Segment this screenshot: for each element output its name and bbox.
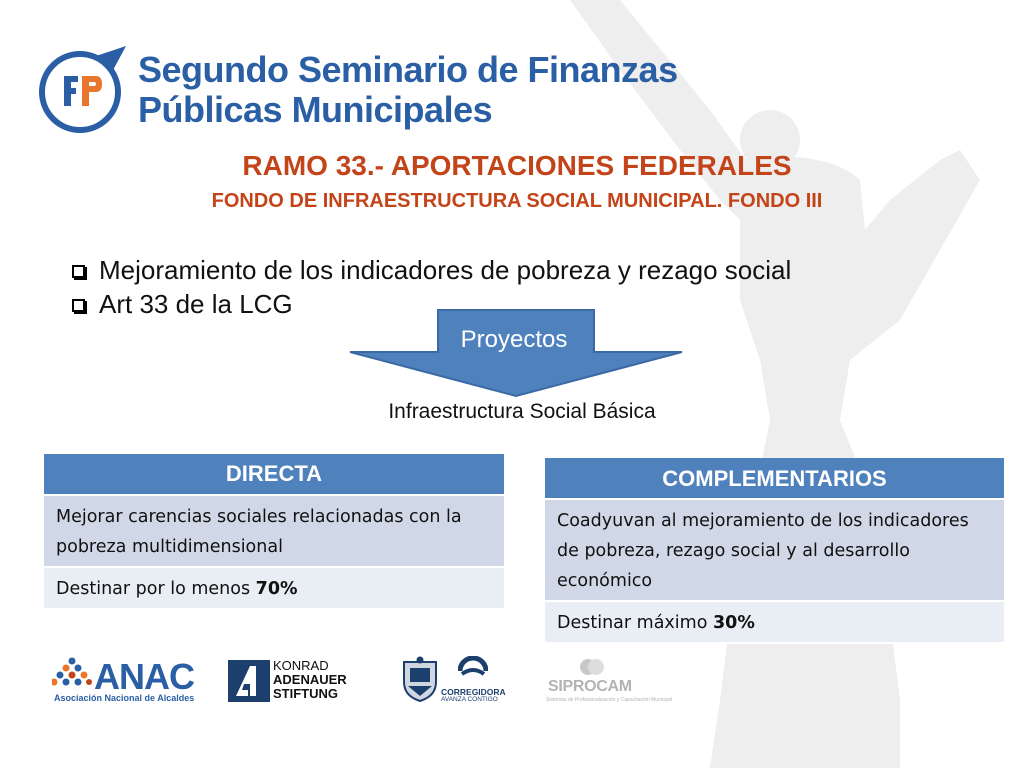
bullet-item xyxy=(72,254,791,286)
ramo-title: RAMO 33.- APORTACIONES FEDERALES xyxy=(242,150,792,181)
header-title-line1: Segundo Seminario de Finanzas xyxy=(138,49,678,90)
header-title-line2: Públicas Municipales xyxy=(138,89,493,130)
directa-table xyxy=(44,454,504,610)
complementarios-table xyxy=(545,458,1004,644)
anac-name: ANAC xyxy=(94,656,194,697)
corregidora-logo-icon xyxy=(458,656,488,686)
ramo-subtitle: FONDO DE INFRAESTRUCTURA SOCIAL MUNICIPAL. FONDO III xyxy=(211,190,823,212)
anac-subtitle: Asociación Nacional de Alcaldes xyxy=(54,693,195,703)
siprocam-subtitle: Sistemas de Profesionalización y Capacitación Municipal xyxy=(546,697,673,703)
siprocam-logo-icon xyxy=(578,656,606,678)
directa-header: DIRECTA xyxy=(44,454,504,496)
complementarios-row-percentage xyxy=(545,602,1004,644)
directa-percentage-label: Destinar por lo menos xyxy=(56,579,256,599)
complementarios-percentage-label: Destinar máximo xyxy=(557,613,713,633)
directa-percentage-value: 70% xyxy=(255,579,298,599)
corregidora-name: CORREGIDORA xyxy=(441,687,506,697)
siprocam-name: SIPROCAM xyxy=(548,678,632,695)
anac-logo-icon xyxy=(52,656,92,692)
bullet-text: Art 33 de la LCG xyxy=(99,288,293,319)
konrad-line3: STIFTUNG xyxy=(273,686,338,701)
infraestructura-label: Infraestructura Social Básica xyxy=(388,400,656,423)
complementarios-header: COMPLEMENTARIOS xyxy=(545,458,1004,500)
down-arrow-icon xyxy=(348,308,684,400)
municipal-seal-icon xyxy=(400,656,440,702)
checkbox-bullet-icon xyxy=(72,299,85,312)
konrad-adenauer-logo-icon xyxy=(228,660,270,702)
complementarios-row-description: Coadyuvan al mejoramiento de los indicadores de pobreza, rezago social y al desarrollo económico xyxy=(545,500,1004,602)
directa-row-percentage xyxy=(44,568,504,610)
bullet-text: Mejoramiento de los indicadores de pobreza y rezago social xyxy=(99,254,792,285)
checkbox-bullet-icon xyxy=(72,265,85,278)
seminario-logo-icon xyxy=(34,44,128,136)
konrad-line2: ADENAUER xyxy=(273,672,347,687)
proyectos-label: Proyectos xyxy=(460,326,568,353)
corregidora-subtitle: AVANZA CONTIGO xyxy=(441,696,498,703)
konrad-line1: KONRAD xyxy=(273,658,329,673)
bullet-item xyxy=(72,288,293,320)
directa-row-description: Mejorar carencias sociales relacionadas con la pobreza multidimensional xyxy=(44,496,504,568)
complementarios-percentage-value: 30% xyxy=(712,613,755,633)
